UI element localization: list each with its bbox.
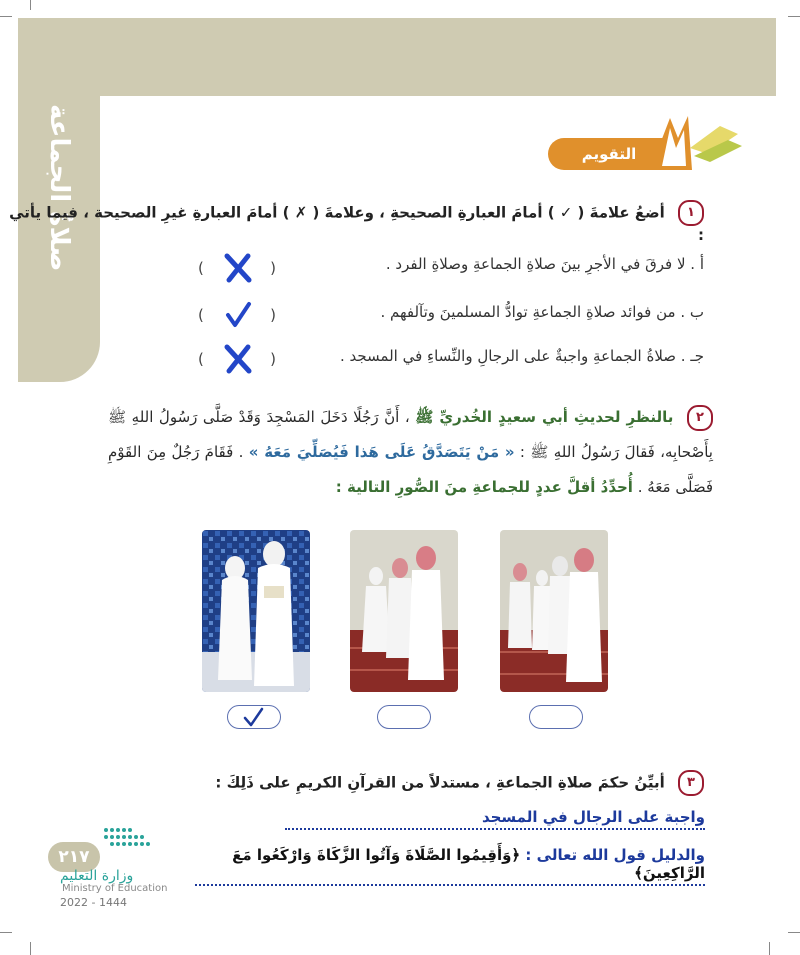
question-2-lead: بالنظرِ لحديثِ أبي سعيدٍ الخُدريِّ ﷺ [415, 408, 674, 426]
page-number: ٢١٧ [48, 842, 100, 872]
answer-oval-group-people[interactable] [529, 705, 583, 729]
chapter-title: صلاةُ الجماعة [44, 104, 74, 272]
question-number: ٣ [678, 770, 704, 796]
question-1 [0, 200, 704, 244]
cross-mark-icon [218, 251, 258, 285]
crop-mark [788, 16, 800, 17]
edition-year: 2022 - 1444 [60, 896, 127, 909]
pen-nib-icon [648, 108, 748, 174]
crop-mark [0, 16, 12, 17]
photo-two-people [202, 530, 310, 692]
check-mark-icon [218, 298, 258, 332]
answer-oval-three-people[interactable] [377, 705, 431, 729]
question-1-instruction: أضعُ علامةَ ( ✓ ) أمامَ العبارةِ الصحيحةِ ، وعلامةَ ( ✗ ) أمامَ العبارةِ غيرِ الصحيحة ، فيما يأتي : [9, 203, 704, 244]
answer-box-c[interactable]: ( ) [198, 346, 276, 376]
ministry-logo-icon [102, 826, 162, 850]
question-2-hadith-end: . فَقَامَ رَجُلٌ مِنَ القَوْمِ فَصَلَّى مَعَهُ . [108, 443, 713, 496]
answer-line-1[interactable]: واجبة على الرجال في المسجد [285, 808, 705, 830]
question-3-text: أبيِّنُ حكمَ صلاةِ الجماعةِ ، مستدلاً من القرآنِ الكريمِ على ذَلِكَ : [215, 773, 665, 792]
question-3 [215, 770, 704, 796]
check-mark-icon [228, 706, 280, 728]
crop-mark [788, 932, 800, 933]
section-tab-label: التقويم [548, 138, 670, 170]
ministry-name-arabic: وزارة التعليم [60, 868, 134, 884]
answer-oval-two-people[interactable] [227, 705, 281, 729]
statement-a: أ . لا فرقَ في الأجرِ بينَ صلاةِ الجماعةِ وصلاةِ الفرد . [385, 255, 704, 273]
question-2-task: أُحدِّدُ أقلَّ عددٍ للجماعةِ منَ الصُّورِ التالية : [335, 478, 633, 496]
crop-mark [769, 942, 770, 955]
cross-mark-icon [218, 342, 258, 376]
crop-mark [30, 942, 31, 955]
question-number: ١ [678, 200, 704, 226]
question-number: ٢ [687, 405, 713, 431]
statement-b: ب . من فوائد صلاةِ الجماعةِ توادُّ المسلمينَ وتآلفهم . [380, 303, 704, 321]
question-2-quote: « مَنْ يَتَصَدَّقُ عَلَى هَذا فَيُصَلِّيَ مَعَهُ » [248, 443, 515, 461]
section-tab [548, 108, 748, 174]
photo-three-people [350, 530, 458, 692]
answer-line-2[interactable]: والدليل قول الله تعالى : ﴿وَأَقِيمُوا الصَّلَاةَ وَآتُوا الزَّكَاةَ وَارْكَعُوا مَعَ الرَّاكِعِينَ﴾ [195, 846, 705, 886]
question-2-hadith: ، أَنَّ رَجُلًا دَخَلَ المَسْجِدَ وَقَدْ صَلَّى رَسُولُ اللهِ ﷺ بِأَصْحابِه، فَقالَ رَسُولُ اللهِ ﷺ : [108, 408, 713, 461]
answer-box-a[interactable]: ( ) [198, 255, 276, 285]
ministry-name-english: Ministry of Education [62, 883, 168, 894]
answer-box-b[interactable]: ( ) [198, 302, 276, 332]
statement-c: جـ . صلاةُ الجماعةِ واجبةٌ على الرجالِ والنِّساءِ في المسجد . [339, 347, 704, 365]
crop-mark [30, 0, 31, 10]
question-2 [108, 400, 713, 505]
header-banner [18, 18, 776, 96]
photo-group-people [500, 530, 608, 692]
crop-mark [0, 932, 12, 933]
